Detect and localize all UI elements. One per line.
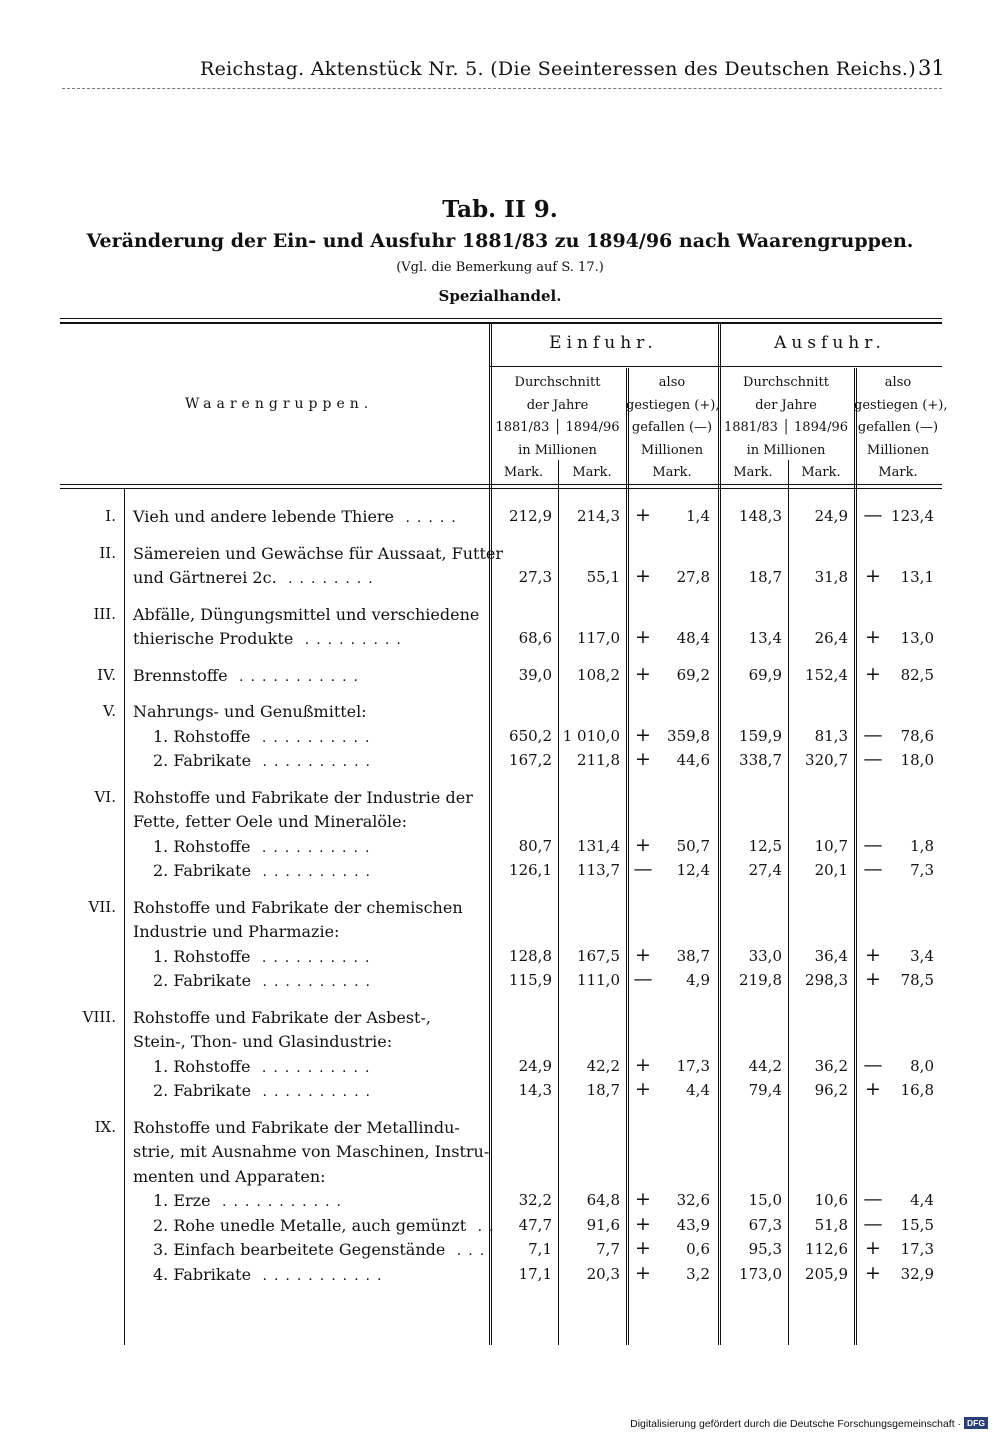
import-average-header-line: Durchschnitt: [514, 375, 601, 390]
group-description: Industrie und Pharmazie:: [133, 922, 340, 941]
export-change: 4,4: [910, 1191, 934, 1209]
leader-dots: ...........: [251, 1267, 389, 1284]
import-change: 27,8: [676, 568, 710, 586]
export-1894-96: 112,6: [805, 1240, 848, 1258]
page-number: 31: [918, 56, 945, 80]
table-top-rule: [60, 318, 942, 319]
import-1894-96: 214,3: [577, 507, 620, 525]
export-change: 82,5: [900, 665, 934, 684]
import-change-header-line: gefallen (—): [631, 420, 713, 435]
export-1894-96: 81,3: [814, 726, 848, 745]
export-1894-96: 320,7: [805, 751, 848, 769]
unit-label: Mark.: [652, 465, 692, 480]
export-1881-83: 33,0: [748, 946, 782, 965]
group-description: Fette, fetter Oele und Mineralöle:: [133, 812, 408, 831]
leader-dots: ..........: [251, 864, 377, 880]
import-change-header-line: Millionen: [640, 442, 704, 458]
leader-dots: .....: [394, 510, 463, 526]
import-1881-83: 80,7: [518, 836, 552, 855]
unit-label: Mark.: [878, 465, 918, 480]
group-description: 2. Fabrikate ..........: [153, 971, 377, 990]
export-1894-96: 152,4: [805, 665, 848, 684]
leader-dots: ...........: [210, 1194, 348, 1210]
import-change: 359,8: [667, 726, 710, 745]
group-description: Brennstoffe ...........: [133, 665, 365, 685]
import-change: 38,7: [676, 946, 710, 965]
import-1894-96: 18,7: [586, 1081, 620, 1099]
export-1881-83: 13,4: [748, 629, 782, 647]
import-change: 32,6: [676, 1191, 710, 1209]
import-1881-83: 650,2: [509, 726, 552, 745]
group-description: thierische Produkte .........: [133, 629, 408, 648]
dfg-logo: DFG: [964, 1417, 988, 1429]
leader-dots: ...: [445, 1243, 492, 1259]
export-1894-96: 96,2: [814, 1081, 848, 1099]
leader-dots: ..........: [250, 729, 377, 746]
import-1894-96: 131,4: [577, 836, 620, 855]
import-1881-83: 24,9: [518, 1056, 552, 1075]
group-description: 4. Fabrikate ...........: [153, 1264, 389, 1284]
export-1881-83: 69,9: [748, 665, 782, 684]
table-note: (Vgl. die Bemerkung auf S. 17.): [396, 260, 604, 275]
group-number: IX.: [94, 1117, 116, 1136]
leader-dots: ...........: [227, 668, 365, 685]
import-1881-83: 27,3: [518, 568, 552, 586]
import-1881-83: 128,8: [509, 946, 552, 965]
group-description: 1. Erze ...........: [153, 1191, 348, 1210]
table-number: Tab. II 9.: [442, 196, 558, 223]
leader-dots: ..........: [251, 754, 377, 770]
import-change-sign: +: [635, 662, 651, 685]
export-average-header-line: der Jahre: [755, 397, 817, 413]
import-change-sign: +: [635, 1188, 651, 1210]
import-change-sign: —: [633, 858, 653, 880]
import-1894-96: 7,7: [596, 1240, 620, 1258]
export-change: 3,4: [910, 946, 934, 965]
export-1881-83: 79,4: [748, 1081, 782, 1099]
group-number: VI.: [94, 787, 116, 806]
import-change-sign: +: [635, 748, 651, 770]
export-change: 78,5: [900, 971, 934, 989]
group-number: IV.: [97, 665, 116, 684]
import-1881-83: 17,1: [518, 1264, 552, 1283]
export-1881-83: 173,0: [739, 1264, 782, 1283]
unit-label: Mark.: [503, 465, 544, 480]
group-number: II.: [99, 543, 116, 562]
group-description: Nahrungs- und Genußmittel:: [133, 702, 367, 721]
import-change-sign: +: [635, 833, 651, 856]
import-1881-83: 167,2: [509, 751, 552, 769]
export-1894-96: 36,4: [814, 946, 848, 965]
group-number: V.: [103, 702, 116, 720]
group-description: Rohstoffe und Fabrikate der chemischen: [133, 897, 463, 917]
export-change-sign: —: [863, 858, 883, 880]
export-1894-96: 20,1: [814, 861, 848, 879]
export-change-sign: +: [865, 626, 881, 648]
import-change-header-line: also: [658, 375, 686, 390]
import-change: 1,4: [686, 507, 710, 525]
export-1881-83: 44,2: [748, 1056, 782, 1075]
import-change-sign: +: [635, 1261, 651, 1284]
export-1894-96: 205,9: [805, 1264, 848, 1283]
group-description: 1. Rohstoffe ..........: [153, 946, 377, 966]
export-change: 1,8: [910, 836, 934, 855]
import-1894-96: 55,1: [586, 568, 620, 586]
group-description: 2. Rohe unedle Metalle, auch gemünzt ..: [153, 1215, 501, 1235]
group-number: VII.: [88, 897, 116, 916]
export-change: 18,0: [900, 751, 934, 769]
group-description: Rohstoffe und Fabrikate der Industrie der: [133, 787, 473, 807]
import-1881-83: 39,0: [518, 665, 552, 684]
export-header: Ausfuhr.: [774, 333, 886, 353]
leader-dots: ..........: [250, 949, 377, 966]
export-change-header-line: gefallen (—): [857, 420, 939, 435]
label-divider: [124, 488, 125, 1345]
table-kind: Spezialhandel.: [438, 287, 562, 305]
import-change: 17,3: [676, 1056, 710, 1075]
import-1894-96: 91,6: [586, 1215, 620, 1234]
import-change-header-line: gestiegen (+),: [626, 397, 720, 413]
import-change-sign: +: [635, 723, 651, 746]
export-change-header-line: Millionen: [866, 442, 930, 458]
export-1881-83: 95,3: [748, 1240, 782, 1258]
export-1881-83: 338,7: [739, 751, 782, 769]
export-1894-96: 31,8: [814, 568, 848, 586]
group-number: VIII.: [82, 1007, 116, 1026]
import-change-sign: +: [635, 1053, 651, 1076]
group-description: Rohstoffe und Fabrikate der Metallindu-: [133, 1117, 460, 1137]
import-1881-83: 47,7: [518, 1215, 552, 1234]
export-change-sign: —: [863, 748, 883, 770]
import-change: 4,4: [686, 1081, 710, 1099]
export-change-sign: +: [865, 1261, 881, 1284]
import-change-sign: +: [635, 1212, 651, 1235]
group-description: 2. Fabrikate ..........: [153, 1081, 377, 1100]
export-1894-96: 36,2: [814, 1056, 848, 1075]
footer-credit: [630, 1417, 988, 1430]
group-header-rule: [489, 366, 942, 367]
group-description: 3. Einfach bearbeitete Gegenstände ...: [153, 1240, 492, 1259]
import-change: 3,2: [686, 1264, 710, 1283]
import-1881-83: 7,1: [528, 1240, 552, 1258]
export-1881-83: 12,5: [748, 836, 782, 855]
import-1881-83: 115,9: [509, 971, 552, 989]
footer-text: Digitalisierung gefördert durch die Deutsche Forschungsgemeinschaft ·: [630, 1418, 962, 1430]
export-change: 32,9: [900, 1264, 934, 1283]
export-change-sign: +: [865, 565, 881, 587]
export-change-sign: +: [865, 1237, 881, 1259]
group-description: Abfälle, Düngungsmittel und verschiedene: [133, 604, 480, 624]
export-change-sign: —: [863, 1188, 883, 1210]
import-change-divider: [626, 368, 629, 1345]
import-1894-96: 113,7: [577, 861, 620, 879]
leader-dots: .........: [293, 632, 408, 648]
group-description: strie, mit Ausnahme von Maschinen, Instru-: [133, 1142, 490, 1161]
leader-dots: ........: [276, 571, 380, 587]
import-1894-96: 167,5: [577, 946, 620, 965]
header-bottom-rule-2: [60, 488, 942, 489]
import-change-sign: +: [635, 626, 651, 648]
import-change-sign: —: [633, 968, 653, 990]
unit-label: Mark.: [801, 465, 841, 480]
export-change: 123,4: [891, 507, 934, 525]
export-change-sign: +: [865, 1078, 881, 1100]
import-change: 44,6: [676, 751, 710, 769]
import-change: 43,9: [676, 1215, 710, 1234]
import-1881-83: 32,2: [518, 1191, 552, 1209]
import-1881-83: 212,9: [509, 507, 552, 525]
export-1894-96: 24,9: [814, 507, 848, 525]
export-1881-83: 148,3: [739, 507, 782, 525]
export-1881-83: 15,0: [748, 1191, 782, 1209]
export-change-sign: —: [863, 504, 883, 526]
leader-dots: ..: [466, 1218, 501, 1235]
export-change-sign: +: [865, 943, 881, 966]
export-1881-83: 219,8: [739, 971, 782, 989]
import-average-header-line: der Jahre: [526, 397, 589, 413]
export-change: 15,5: [900, 1215, 934, 1234]
import-change: 69,2: [676, 665, 710, 684]
import-1894-96: 211,8: [577, 751, 620, 769]
export-1881-83: 67,3: [748, 1215, 782, 1234]
leader-dots: ..........: [251, 1084, 377, 1100]
export-change: 17,3: [900, 1240, 934, 1258]
group-description: 1. Rohstoffe ..........: [153, 1056, 377, 1076]
leader-dots: ..........: [250, 1059, 377, 1076]
import-1894-96: 111,0: [577, 971, 620, 989]
export-change-sign: —: [863, 833, 883, 856]
import-change: 50,7: [676, 836, 710, 855]
import-change: 0,6: [686, 1240, 710, 1258]
import-change-sign: +: [635, 943, 651, 966]
running-head-title: Reichstag. Aktenstück Nr. 5. (Die Seeinteressen des Deutschen Reichs.): [200, 58, 916, 80]
group-description: Stein-, Thon- und Glasindustrie:: [133, 1032, 393, 1051]
group-description: 2. Fabrikate ..........: [153, 751, 377, 770]
import-1881-83: 14,3: [518, 1081, 552, 1099]
leader-dots: ..........: [251, 974, 377, 990]
export-change-divider: [854, 368, 857, 1345]
row-label-header: Waarengruppen.: [185, 396, 374, 412]
export-change-sign: —: [863, 723, 883, 746]
group-description: Vieh und andere lebende Thiere .....: [133, 507, 463, 526]
export-1881-83: 18,7: [748, 568, 782, 586]
import-change-sign: +: [635, 565, 651, 587]
import-change-sign: +: [635, 1078, 651, 1100]
import-1894-96: 64,8: [586, 1191, 620, 1209]
import-1881-83: 126,1: [509, 861, 552, 879]
group-number: I.: [105, 507, 116, 525]
unit-label: Mark.: [572, 465, 612, 480]
export-change-header-line: also: [884, 375, 912, 390]
import-change-sign: +: [635, 504, 651, 526]
export-change: 13,0: [900, 629, 934, 647]
export-1894-96: 10,7: [814, 836, 848, 855]
export-change: 78,6: [900, 726, 934, 745]
export-1881-83: 27,4: [748, 861, 782, 879]
export-1894-96: 10,6: [814, 1191, 848, 1209]
export-1894-96: 298,3: [805, 971, 848, 989]
export-average-header-line: 1881/83 │ 1894/96: [723, 420, 849, 435]
group-description: 1. Rohstoffe ..........: [153, 836, 377, 856]
import-change: 48,4: [676, 629, 710, 647]
leader-dots: ..........: [250, 839, 377, 856]
import-1894-96: 108,2: [577, 665, 620, 684]
group-description: Rohstoffe und Fabrikate der Asbest-,: [133, 1007, 431, 1027]
import-1894-96: 42,2: [586, 1056, 620, 1075]
export-change-sign: —: [863, 1212, 883, 1235]
import-1894-96: 1 010,0: [562, 726, 620, 745]
group-description: 1. Rohstoffe ..........: [153, 726, 377, 746]
import-average-header-line: 1881/83 │ 1894/96: [495, 420, 620, 435]
export-change-sign: —: [863, 1053, 883, 1076]
import-change: 4,9: [686, 971, 710, 989]
export-average-header-line: Durchschnitt: [743, 375, 829, 390]
import-mid-divider: [558, 460, 559, 1345]
table-title: Veränderung der Ein- und Ausfuhr 1881/83 zu 1894/96 nach Waarengruppen.: [86, 230, 914, 252]
import-average-header-line: in Millionen: [518, 442, 597, 458]
table-top-rule-2: [60, 322, 942, 324]
export-change: 16,8: [900, 1081, 934, 1099]
export-1894-96: 51,8: [814, 1215, 848, 1234]
export-change-sign: +: [865, 968, 881, 990]
export-change-header-line: gestiegen (+),: [854, 397, 948, 413]
export-change: 13,1: [900, 568, 934, 586]
export-change-sign: +: [865, 662, 881, 685]
export-1894-96: 26,4: [814, 629, 848, 647]
export-average-header-line: in Millionen: [746, 442, 826, 458]
import-1894-96: 117,0: [577, 629, 620, 647]
import-change: 12,4: [676, 861, 710, 879]
import-1881-83: 68,6: [518, 629, 552, 647]
import-header: Einfuhr.: [549, 333, 658, 353]
unit-label: Mark.: [733, 465, 773, 480]
group-description: menten und Apparaten:: [133, 1166, 326, 1186]
import-1894-96: 20,3: [586, 1264, 620, 1283]
export-mid-divider: [788, 460, 789, 1345]
export-change: 8,0: [910, 1056, 934, 1075]
import-change-sign: +: [635, 1237, 651, 1259]
group-description: 2. Fabrikate ..........: [153, 861, 377, 880]
group-description: und Gärtnerei 2c. ........: [133, 568, 380, 587]
export-1881-83: 159,9: [739, 726, 782, 745]
export-change: 7,3: [910, 861, 934, 879]
group-number: III.: [93, 604, 116, 623]
group-description: Sämereien und Gewächse für Aussaat, Futter: [133, 543, 503, 563]
